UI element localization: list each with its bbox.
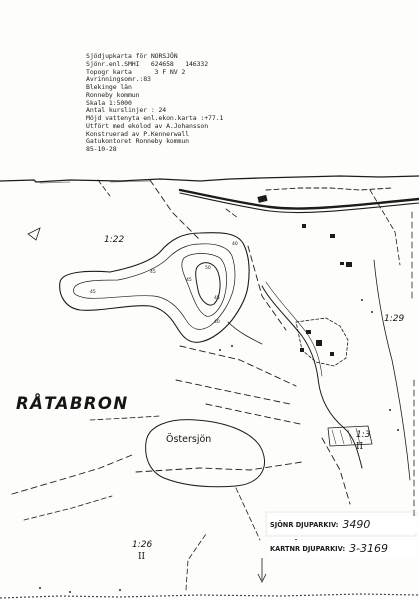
depth-label: 45 — [186, 278, 192, 283]
info-drainage-area: Avrinningsomr.:83 — [86, 75, 151, 84]
tree-dot — [361, 299, 363, 301]
info-office: Gatukontoret Ronneby kommun — [86, 137, 189, 146]
building-6 — [316, 340, 322, 346]
roman-label-southeast: II — [356, 442, 364, 452]
boundary-path-13 — [90, 416, 160, 420]
boundary-path-8 — [12, 455, 132, 494]
boundary-path-6 — [176, 380, 290, 404]
archive-stamp-lake-value: 3490 — [342, 518, 371, 531]
depth-label: 45 — [150, 270, 156, 275]
building-4 — [346, 262, 352, 267]
building-2 — [302, 224, 306, 228]
lake-shoreline — [60, 233, 250, 343]
info-lake-number: Sjönr.enl.SMHI 624658 146332 — [86, 59, 209, 68]
building-9 — [340, 262, 344, 265]
archive-stamp-lake-number — [269, 516, 417, 533]
boundary-path-1 — [150, 180, 200, 240]
info-title: Sjödjupkarta för NORSJÖN — [86, 52, 178, 60]
info-topographic-map: Topogr karta 3 F NV 2 — [86, 67, 186, 76]
lake-outlet — [228, 322, 262, 344]
tree-dot — [389, 409, 391, 411]
info-surveyed-by: Utfört med ekolod av A.Johansson — [86, 121, 209, 130]
boundary-path-3 — [226, 209, 238, 218]
arrow-down-icon — [258, 558, 266, 582]
bottom-edge — [0, 594, 419, 598]
road-north-dashed — [266, 188, 392, 190]
tree-dot — [397, 429, 399, 431]
roman-label-south: II — [138, 552, 146, 562]
info-constructed-by: Konstruerad av P.Kennerwall — [86, 129, 189, 138]
archive-stamp-map-label: KARTNR DJUPARKIV: — [270, 544, 346, 553]
tree-dot — [231, 345, 233, 347]
depth-label: 40 — [214, 320, 220, 325]
boundary-path-12 — [322, 438, 350, 504]
depth-label: 40 — [232, 242, 238, 247]
boundary-path-7 — [206, 404, 300, 424]
archive-stamp-map-number — [269, 540, 417, 557]
archive-stamp-map-value: 3-3169 — [349, 542, 389, 555]
depth-label: 45 — [214, 296, 220, 301]
building-3 — [330, 234, 335, 238]
depth-label: 45 — [90, 290, 96, 295]
scale-label-east: 1:29 — [384, 314, 405, 324]
right-road — [374, 260, 410, 480]
info-water-level: Möjd vattenyta enl.ekon.karta :+77.1 — [86, 114, 224, 122]
tree-dot — [371, 311, 373, 313]
place-name-label: RÅTABRON — [16, 394, 129, 413]
tree-dot — [119, 589, 121, 591]
info-county: Blekinge län — [86, 83, 132, 91]
info-scale: Skala 1:5000 — [86, 98, 132, 107]
boundary-path-11 — [236, 488, 260, 540]
tree-dot — [39, 587, 41, 589]
info-date: 85-10-28 — [86, 145, 117, 153]
tree-dot — [219, 349, 221, 351]
corner-mark-icon — [28, 228, 40, 240]
scale-label-west: 1:22 — [104, 235, 125, 245]
right-boundary — [412, 212, 414, 520]
boundary-path-10 — [136, 462, 302, 472]
ostersjon-shoreline — [146, 420, 265, 487]
archive-stamp-lake-label: SJÖNR DJUPARKIV: — [270, 520, 339, 529]
building-8 — [300, 348, 304, 352]
scale-label-southeast: 1:3 — [356, 430, 371, 440]
lake-name-label: Östersjön — [166, 434, 212, 445]
building-5 — [306, 330, 311, 334]
building-7 — [330, 352, 334, 356]
scale-label-south: 1:26 — [132, 540, 153, 550]
boundary-path-5 — [180, 346, 296, 386]
info-municipality: Ronneby kommun — [86, 90, 140, 99]
map-top-edge — [0, 176, 419, 182]
boundary-path-14 — [186, 534, 206, 590]
depth-label: 50 — [205, 266, 211, 271]
info-course-lines: Antal kurslinjer : 24 — [86, 106, 167, 115]
main-road-north — [180, 190, 419, 209]
boundary-path-9 — [24, 496, 112, 520]
boundary-path-2 — [98, 180, 110, 196]
boundary-path-4 — [248, 246, 286, 330]
building-1 — [257, 195, 267, 203]
stream-bank — [266, 282, 322, 376]
tree-dot — [69, 591, 71, 593]
